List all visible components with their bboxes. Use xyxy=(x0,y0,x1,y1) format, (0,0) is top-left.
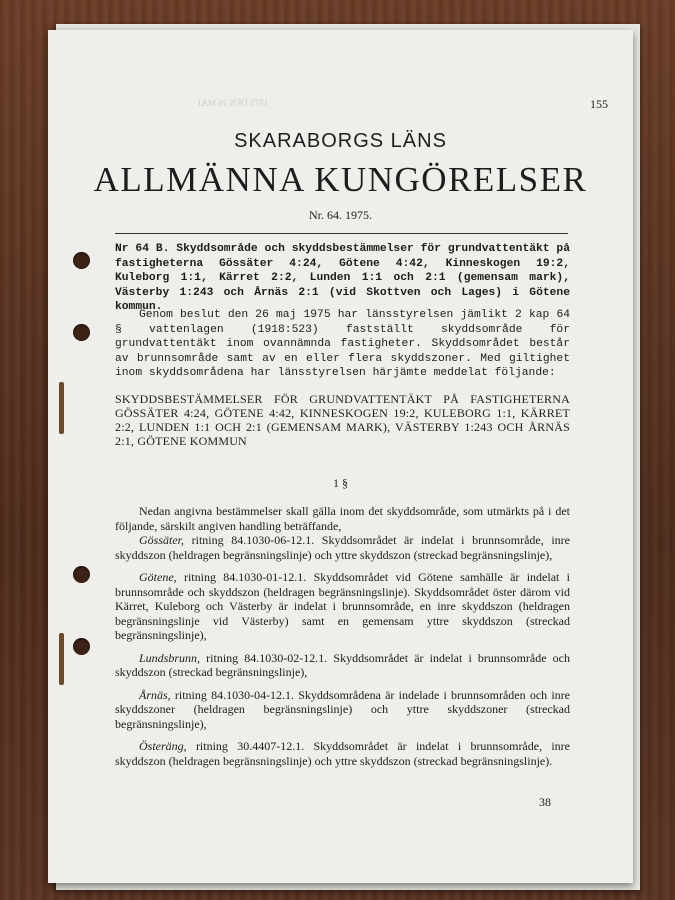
entry-text: ritning 84.1030-06-12.1. Skyddsområdet är indelat i brunnsområde, inre skyddszon (heldragen begränsningslinje) och yttre skyddszon (streckad begränsningslinje), xyxy=(115,533,571,562)
intro-block xyxy=(115,308,570,381)
entry-gossater xyxy=(115,533,570,562)
header-county: SKARABORGS LÄNS xyxy=(234,130,447,152)
intro-paragraph: Genom beslut den 26 maj 1975 har länsstyrelsen jämlikt 2 kap 64 § vattenlagen (1918:523) fastställt skyddsområde för grundvattentäkt inom ovannämnda fastigheter. Skyddsområdet består av brunnsområde samt av en eller flera skyddszoner. Med giltighet inom skyddsområdena har länsstyrelsen härjämte meddelat följande: xyxy=(115,309,570,379)
entry-arnas xyxy=(115,688,570,732)
section-intro: Nedan angivna bestämmelser skall gälla inom det skyddsområde, som utmärkts på i det följande, särskilt angiven handling beträffande, xyxy=(115,504,570,533)
entry-place: Gössäter, xyxy=(139,533,185,547)
entry-text: ritning 84.1030-04-12.1. Skyddsområdena är indelade i brunnsområden och inre skyddszoner (heldragen begränsningslinje) och yttre skyddszoner (streckad begränsningslinje), xyxy=(115,687,571,731)
entry-gotene xyxy=(115,570,570,643)
punch-hole xyxy=(73,324,90,341)
punch-hole xyxy=(73,566,90,583)
document-page xyxy=(48,30,633,883)
entry-place: Årnäs, xyxy=(139,687,171,702)
section-body xyxy=(115,504,570,768)
caps-title-block xyxy=(115,392,570,448)
notice-heading-block xyxy=(115,242,570,315)
header-title: ALLMÄNNA KUNGÖRELSER xyxy=(93,160,588,199)
punch-hole xyxy=(73,638,90,655)
entry-place: Österäng, xyxy=(139,739,187,753)
bleed-through-text: 1975 DEN 26 MAJ xyxy=(198,98,269,108)
entry-place: Götene, xyxy=(139,570,177,584)
regulations-title: SKYDDSBESTÄMMELSER FÖR GRUNDVATTENTÄKT PÅ FASTIGHETERNA GÖSSÄTER 4:24, GÖTENE 4:42, KINNESKOGEN 19:2, KULEBORG 1:1, KÄRRET 2:2, LUNDEN 1:1 OCH 2:1 (GEMENSAM MARK), VÄSTERBY 1:243 OCH ÅRNÄS 2:1, GÖTENE KOMMUN xyxy=(115,392,570,448)
header-rule xyxy=(115,233,568,234)
punch-hole xyxy=(73,252,90,269)
entry-place: Lundsbrunn, xyxy=(139,650,201,665)
rust-stain xyxy=(59,382,64,434)
issue-number: Nr. 64. 1975. xyxy=(309,208,372,222)
entry-lundsbrunn xyxy=(115,651,570,680)
entry-text: ritning 84.1030-01-12.1. Skyddsområdet vid Götene samhälle är indelat i brunnsområde och skyddszon (heldragen begränsningslinje). Skyddsområdet öster därom vid Kärret, Kuleborg och Västerby är indelat i brunnsområde, en inre skyddszon (heldragen begränsningslinje vid Västerby) samt en gemensam yttre skyddszon (streckad begränsningslinje), xyxy=(115,570,570,642)
entry-osterang xyxy=(115,739,570,768)
notice-heading: Nr 64 B. Skyddsområde och skyddsbestämmelser för grundvattentäkt på fastigheterna Gössäter 4:24, Götene 4:42, Kinneskogen 19:2, Kuleborg 1:1, Kärret 2:2, Lunden 1:1 och 2:1 (gemensam mark), Västerby 1:243 och Årnäs 2:1 (vid Skottven och Lages) i Götene kommun. xyxy=(115,243,570,313)
page-number: 155 xyxy=(590,97,608,111)
section-mark: 1 § xyxy=(333,476,348,490)
entry-text: ritning 30.4407-12.1. Skyddsområdet är indelat i brunnsområde, inre skyddszon (heldragen begränsningslinje) och yttre skyddszon (streckad begränsningslinje). xyxy=(115,739,570,768)
footer-number: 38 xyxy=(539,795,551,809)
rust-stain xyxy=(59,633,64,685)
entry-text: ritning 84.1030-02-12.1. Skyddsområdet är indelat i brunnsområde och skyddszon (streckad begränsningslinje), xyxy=(115,650,571,679)
